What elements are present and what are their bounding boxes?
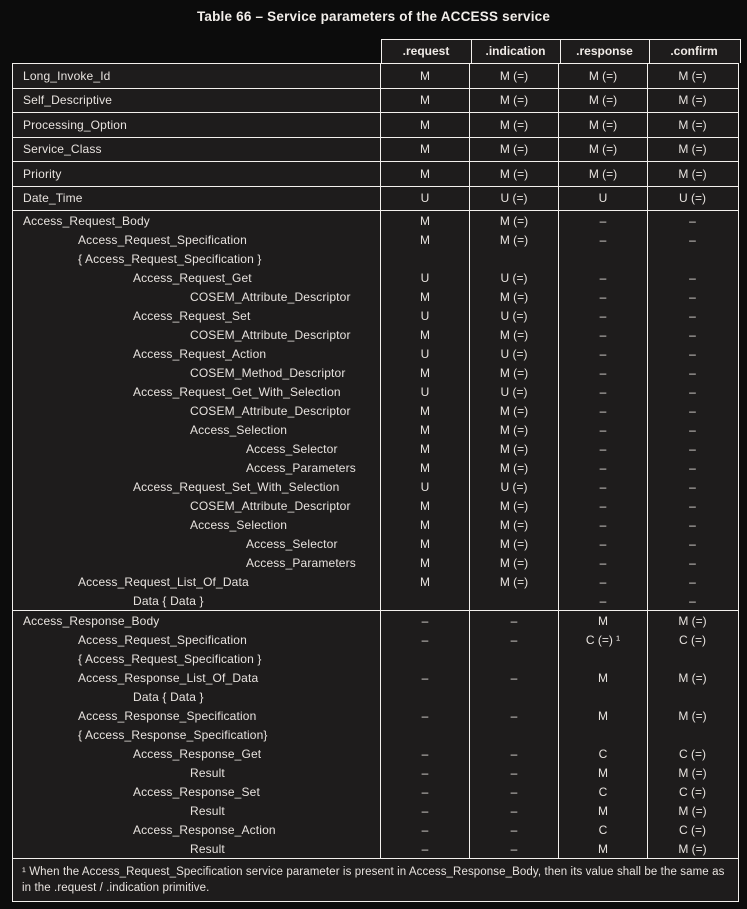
value-cell-request: – bbox=[380, 611, 469, 630]
value-cell-confirm: M (=) bbox=[647, 611, 737, 630]
value-cell-confirm: – bbox=[647, 515, 737, 534]
value-cell-confirm bbox=[647, 249, 737, 268]
value-cell-confirm: M (=) bbox=[647, 138, 737, 162]
parameter-name: Access_Parameters bbox=[246, 460, 356, 475]
value-cell-request: M bbox=[380, 515, 469, 534]
value-cell-confirm: – bbox=[647, 572, 737, 591]
table-row bbox=[13, 344, 738, 363]
parameter-name: COSEM_Attribute_Descriptor bbox=[190, 498, 351, 513]
table-row bbox=[13, 382, 738, 401]
parameter-name: Access_Request_Specification bbox=[78, 232, 247, 247]
parameter-name: Result bbox=[190, 803, 225, 818]
value-cell-request: U bbox=[380, 268, 469, 287]
column-header-request: .request bbox=[402, 44, 450, 58]
value-cell-request: U bbox=[380, 477, 469, 496]
value-cell-request bbox=[380, 725, 469, 744]
value-cell-indication: M (=) bbox=[469, 458, 558, 477]
table-row bbox=[13, 572, 738, 591]
parameter-name: Access_Selector bbox=[246, 441, 338, 456]
parameter-name: Access_Response_List_Of_Data bbox=[78, 670, 259, 685]
value-cell-indication: U (=) bbox=[469, 344, 558, 363]
value-cell-response: C bbox=[558, 782, 647, 801]
value-cell-response: – bbox=[558, 496, 647, 515]
table-row bbox=[13, 113, 738, 138]
value-cell-confirm: M (=) bbox=[647, 668, 737, 687]
value-cell-confirm: – bbox=[647, 591, 737, 610]
table-row bbox=[13, 668, 738, 687]
value-cell-response bbox=[558, 649, 647, 668]
value-cell-confirm: – bbox=[647, 363, 737, 382]
value-cell-response: – bbox=[558, 439, 647, 458]
table-row bbox=[13, 64, 738, 89]
value-cell-confirm bbox=[647, 687, 737, 706]
value-cell-confirm: – bbox=[647, 287, 737, 306]
table-row bbox=[13, 782, 738, 801]
table-row bbox=[13, 401, 738, 420]
value-cell-indication: – bbox=[469, 820, 558, 839]
value-cell-indication: M (=) bbox=[469, 401, 558, 420]
table-row bbox=[13, 591, 738, 610]
value-cell-confirm: – bbox=[647, 420, 737, 439]
value-cell-request: M bbox=[380, 138, 469, 162]
value-cell-confirm: – bbox=[647, 306, 737, 325]
parameter-name: Access_Response_Body bbox=[23, 613, 160, 628]
value-cell-confirm: M (=) bbox=[647, 113, 737, 137]
table-caption: Table 66 – Service parameters of the ACCESS service bbox=[196, 9, 551, 24]
table-row bbox=[13, 249, 738, 268]
parameter-name: Access_Request_Set_With_Selection bbox=[133, 479, 340, 494]
parameter-name: Access_Request_Get bbox=[133, 270, 252, 285]
value-cell-request: – bbox=[380, 744, 469, 763]
value-cell-confirm: – bbox=[647, 268, 737, 287]
value-cell-request: M bbox=[380, 439, 469, 458]
parameter-name: Access_Response_Action bbox=[133, 822, 276, 837]
parameter-name: Access_Request_List_Of_Data bbox=[78, 574, 249, 589]
value-cell-confirm bbox=[647, 649, 737, 668]
value-cell-confirm: – bbox=[647, 211, 737, 230]
value-cell-response: C bbox=[558, 744, 647, 763]
value-cell-indication: M (=) bbox=[469, 572, 558, 591]
value-cell-response: – bbox=[558, 572, 647, 591]
value-cell-indication: M (=) bbox=[469, 138, 558, 162]
parameter-name: Date_Time bbox=[23, 191, 83, 206]
parameter-name: COSEM_Method_Descriptor bbox=[190, 365, 346, 380]
column-header-indication: .indication bbox=[471, 40, 560, 63]
value-cell-indication: – bbox=[469, 839, 558, 858]
value-cell-response: M bbox=[558, 706, 647, 725]
value-cell-indication: U (=) bbox=[469, 306, 558, 325]
parameter-name: { Access_Request_Specification } bbox=[78, 251, 262, 266]
value-cell-confirm: – bbox=[647, 401, 737, 420]
value-cell-response: M (=) bbox=[558, 138, 647, 162]
value-cell-response: – bbox=[558, 268, 647, 287]
value-cell-confirm: M (=) bbox=[647, 763, 737, 782]
parameter-name: Access_Request_Specification bbox=[78, 632, 247, 647]
table-section bbox=[13, 64, 738, 211]
value-cell-request: M bbox=[380, 401, 469, 420]
value-cell-indication: M (=) bbox=[469, 230, 558, 249]
value-cell-confirm: – bbox=[647, 382, 737, 401]
table-row bbox=[13, 649, 738, 668]
value-cell-request bbox=[380, 249, 469, 268]
value-cell-indication: – bbox=[469, 668, 558, 687]
table-row bbox=[13, 306, 738, 325]
value-cell-response: M (=) bbox=[558, 162, 647, 186]
value-cell-confirm: – bbox=[647, 325, 737, 344]
value-cell-response: – bbox=[558, 325, 647, 344]
value-cell-response: – bbox=[558, 344, 647, 363]
table-row bbox=[13, 287, 738, 306]
table-footnote: ¹ When the Access_Request_Specification service parameter is present in Access_Response_Body, then its value shall be the same as in the .request / .indication primitive. bbox=[22, 866, 725, 894]
value-cell-request: M bbox=[380, 230, 469, 249]
value-cell-response: M (=) bbox=[558, 64, 647, 88]
table-row bbox=[13, 839, 738, 858]
value-cell-indication: – bbox=[469, 744, 558, 763]
parameter-name: Data { Data } bbox=[133, 689, 204, 704]
value-cell-confirm: – bbox=[647, 230, 737, 249]
value-cell-request: U bbox=[380, 306, 469, 325]
value-cell-indication bbox=[469, 249, 558, 268]
parameter-name: Access_Selection bbox=[190, 422, 288, 437]
table-row bbox=[13, 801, 738, 820]
value-cell-response: – bbox=[558, 382, 647, 401]
table-row bbox=[13, 725, 738, 744]
table-section bbox=[13, 211, 738, 611]
value-cell-indication: – bbox=[469, 763, 558, 782]
service-parameters-table bbox=[12, 63, 739, 902]
column-header-confirm: .confirm bbox=[649, 40, 739, 63]
value-cell-request: U bbox=[380, 344, 469, 363]
value-cell-response: – bbox=[558, 477, 647, 496]
value-cell-confirm: C (=) bbox=[647, 782, 737, 801]
table-row bbox=[13, 211, 738, 230]
value-cell-request: M bbox=[380, 496, 469, 515]
value-cell-request bbox=[380, 591, 469, 610]
value-cell-confirm: M (=) bbox=[647, 801, 737, 820]
value-cell-response: – bbox=[558, 534, 647, 553]
parameter-name: Data { Data } bbox=[133, 593, 204, 608]
parameter-name: { Access_Request_Specification } bbox=[78, 651, 262, 666]
parameter-name: Self_Descriptive bbox=[23, 93, 113, 108]
table-section bbox=[13, 611, 738, 859]
table-row bbox=[13, 439, 738, 458]
value-cell-confirm bbox=[647, 725, 737, 744]
value-cell-indication: M (=) bbox=[469, 553, 558, 572]
value-cell-confirm: M (=) bbox=[647, 64, 737, 88]
value-cell-confirm: M (=) bbox=[647, 706, 737, 725]
value-cell-confirm: M (=) bbox=[647, 839, 737, 858]
value-cell-indication: M (=) bbox=[469, 363, 558, 382]
value-cell-indication: M (=) bbox=[469, 64, 558, 88]
value-cell-response: – bbox=[558, 211, 647, 230]
value-cell-confirm: – bbox=[647, 534, 737, 553]
value-cell-request: U bbox=[380, 382, 469, 401]
value-cell-request: M bbox=[380, 64, 469, 88]
parameter-name: Processing_Option bbox=[23, 117, 127, 132]
table-row bbox=[13, 230, 738, 249]
value-cell-response: – bbox=[558, 458, 647, 477]
value-cell-confirm: C (=) bbox=[647, 630, 737, 649]
value-cell-response bbox=[558, 687, 647, 706]
value-cell-request: M bbox=[380, 553, 469, 572]
value-cell-response: M bbox=[558, 763, 647, 782]
column-header-response: .response bbox=[560, 40, 649, 63]
value-cell-request: M bbox=[380, 458, 469, 477]
value-cell-confirm: U (=) bbox=[647, 187, 737, 211]
value-cell-request: M bbox=[380, 211, 469, 230]
value-cell-confirm: – bbox=[647, 477, 737, 496]
parameter-name: COSEM_Attribute_Descriptor bbox=[190, 403, 351, 418]
value-cell-response: C (=) ¹ bbox=[558, 630, 647, 649]
parameter-name: Access_Response_Specification bbox=[78, 708, 257, 723]
value-cell-response: M bbox=[558, 801, 647, 820]
value-cell-confirm: – bbox=[647, 496, 737, 515]
table-row bbox=[13, 187, 738, 212]
parameter-name: Priority bbox=[23, 166, 62, 181]
value-cell-confirm: C (=) bbox=[647, 744, 737, 763]
value-cell-request: – bbox=[380, 839, 469, 858]
parameter-name: { Access_Response_Specification} bbox=[78, 727, 268, 742]
value-cell-response: – bbox=[558, 401, 647, 420]
table-row bbox=[13, 477, 738, 496]
value-cell-indication: M (=) bbox=[469, 162, 558, 186]
value-cell-confirm: C (=) bbox=[647, 820, 737, 839]
value-cell-request: – bbox=[380, 668, 469, 687]
table-row bbox=[13, 458, 738, 477]
parameter-name: Long_Invoke_Id bbox=[23, 68, 111, 83]
value-cell-request: U bbox=[380, 187, 469, 211]
value-cell-indication: U (=) bbox=[469, 382, 558, 401]
value-cell-request: – bbox=[380, 763, 469, 782]
value-cell-indication: – bbox=[469, 611, 558, 630]
value-cell-indication: M (=) bbox=[469, 325, 558, 344]
table-row bbox=[13, 820, 738, 839]
value-cell-response: – bbox=[558, 515, 647, 534]
value-cell-response: C bbox=[558, 820, 647, 839]
value-cell-request: M bbox=[380, 420, 469, 439]
value-cell-request: – bbox=[380, 706, 469, 725]
value-cell-request: M bbox=[380, 287, 469, 306]
table-row bbox=[13, 496, 738, 515]
table-row bbox=[13, 534, 738, 553]
table-row bbox=[13, 363, 738, 382]
value-cell-response bbox=[558, 725, 647, 744]
value-cell-indication: M (=) bbox=[469, 211, 558, 230]
value-cell-response: – bbox=[558, 420, 647, 439]
value-cell-request: – bbox=[380, 782, 469, 801]
value-cell-confirm: M (=) bbox=[647, 89, 737, 113]
value-cell-indication bbox=[469, 649, 558, 668]
value-cell-indication bbox=[469, 687, 558, 706]
value-cell-response: U bbox=[558, 187, 647, 211]
value-cell-response: M bbox=[558, 611, 647, 630]
value-cell-indication: – bbox=[469, 630, 558, 649]
parameter-name: Result bbox=[190, 765, 225, 780]
table-row bbox=[13, 138, 738, 163]
table-row bbox=[13, 89, 738, 114]
value-cell-request: M bbox=[380, 162, 469, 186]
value-cell-confirm: – bbox=[647, 458, 737, 477]
value-cell-request: M bbox=[380, 89, 469, 113]
value-cell-response: – bbox=[558, 591, 647, 610]
value-cell-indication: M (=) bbox=[469, 89, 558, 113]
table-row bbox=[13, 763, 738, 782]
value-cell-response: M (=) bbox=[558, 113, 647, 137]
value-cell-indication: U (=) bbox=[469, 268, 558, 287]
value-cell-response: – bbox=[558, 363, 647, 382]
parameter-name: Service_Class bbox=[23, 142, 102, 157]
value-cell-indication: U (=) bbox=[469, 477, 558, 496]
value-cell-request: M bbox=[380, 363, 469, 382]
value-cell-response: M bbox=[558, 668, 647, 687]
value-cell-confirm: M (=) bbox=[647, 162, 737, 186]
value-cell-response: – bbox=[558, 230, 647, 249]
parameter-name: Access_Parameters bbox=[246, 555, 356, 570]
value-cell-request bbox=[380, 687, 469, 706]
parameter-name: COSEM_Attribute_Descriptor bbox=[190, 327, 351, 342]
value-cell-indication: M (=) bbox=[469, 496, 558, 515]
table-row bbox=[13, 611, 738, 630]
table-row bbox=[13, 325, 738, 344]
value-cell-indication: M (=) bbox=[469, 113, 558, 137]
value-cell-confirm: – bbox=[647, 439, 737, 458]
table-row bbox=[13, 706, 738, 725]
value-cell-response: – bbox=[558, 553, 647, 572]
value-cell-indication: M (=) bbox=[469, 420, 558, 439]
value-cell-response: M bbox=[558, 839, 647, 858]
value-cell-indication bbox=[469, 591, 558, 610]
parameter-name: Access_Response_Get bbox=[133, 746, 262, 761]
table-row bbox=[13, 744, 738, 763]
table-row bbox=[13, 268, 738, 287]
parameter-name: Access_Response_Set bbox=[133, 784, 260, 799]
value-cell-response bbox=[558, 249, 647, 268]
parameter-name: Access_Request_Get_With_Selection bbox=[133, 384, 341, 399]
parameter-name: Access_Request_Set bbox=[133, 308, 251, 323]
parameter-name: Access_Request_Action bbox=[133, 346, 267, 361]
value-cell-indication: M (=) bbox=[469, 515, 558, 534]
table-row bbox=[13, 687, 738, 706]
table-row bbox=[13, 162, 738, 187]
value-cell-request bbox=[380, 649, 469, 668]
value-cell-request: M bbox=[380, 325, 469, 344]
parameter-name: Result bbox=[190, 841, 225, 856]
value-cell-indication: U (=) bbox=[469, 187, 558, 211]
table-row bbox=[13, 515, 738, 534]
value-cell-request: M bbox=[380, 572, 469, 591]
value-cell-request: – bbox=[380, 801, 469, 820]
value-cell-indication: – bbox=[469, 706, 558, 725]
value-cell-indication: M (=) bbox=[469, 534, 558, 553]
parameter-name: Access_Request_Body bbox=[23, 213, 150, 228]
value-cell-request: – bbox=[380, 820, 469, 839]
table-row bbox=[13, 553, 738, 572]
table-row bbox=[13, 420, 738, 439]
value-cell-confirm: – bbox=[647, 553, 737, 572]
value-cell-indication: M (=) bbox=[469, 287, 558, 306]
value-cell-response: – bbox=[558, 287, 647, 306]
parameter-name: COSEM_Attribute_Descriptor bbox=[190, 289, 351, 304]
value-cell-response: – bbox=[558, 306, 647, 325]
value-cell-request: – bbox=[380, 630, 469, 649]
value-cell-response: M (=) bbox=[558, 89, 647, 113]
value-cell-request: M bbox=[380, 113, 469, 137]
column-header-row bbox=[381, 39, 741, 63]
value-cell-confirm: – bbox=[647, 344, 737, 363]
value-cell-indication: – bbox=[469, 801, 558, 820]
value-cell-indication: – bbox=[469, 782, 558, 801]
value-cell-request: M bbox=[380, 534, 469, 553]
value-cell-indication: M (=) bbox=[469, 439, 558, 458]
parameter-name: Access_Selection bbox=[190, 517, 288, 532]
parameter-name: Access_Selector bbox=[246, 536, 338, 551]
table-row bbox=[13, 630, 738, 649]
value-cell-indication bbox=[469, 725, 558, 744]
